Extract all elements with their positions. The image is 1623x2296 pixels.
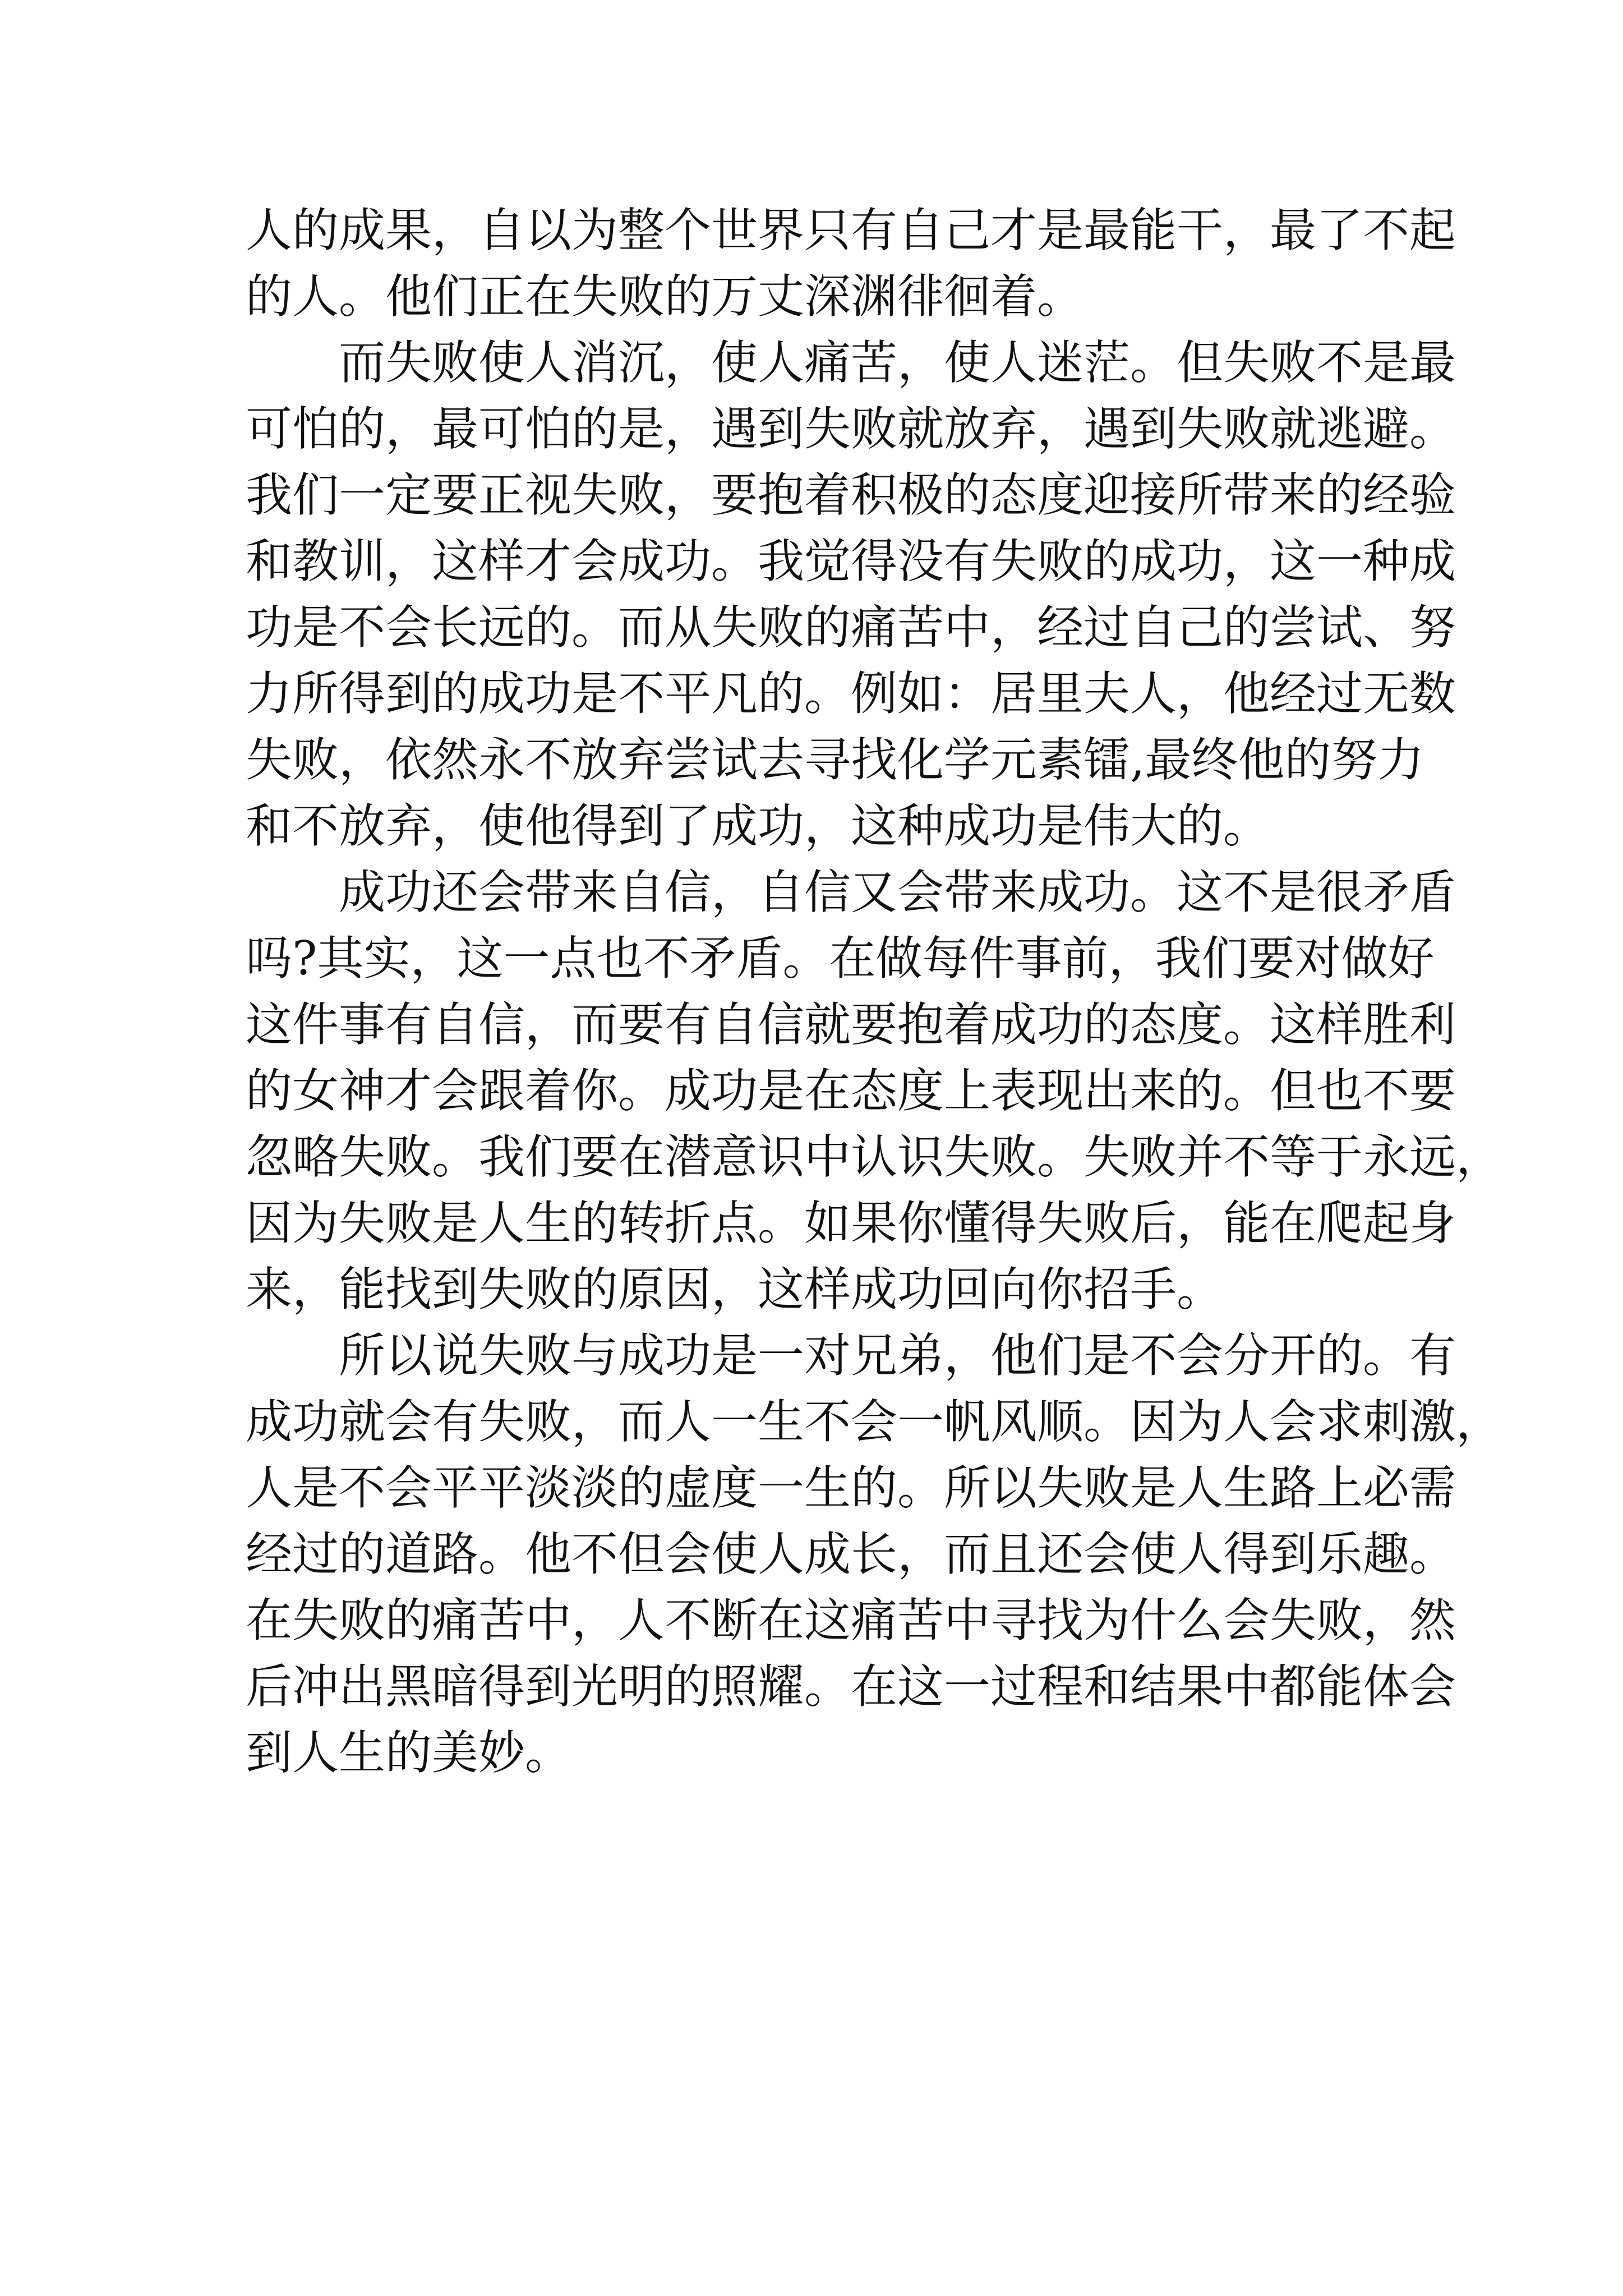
- text-line: 的人。他们正在失败的万丈深渊徘徊着。: [246, 269, 1083, 324]
- text-line: 成功还会带来自信，自信又会带来成功。这不是很矛盾: [339, 865, 1456, 919]
- text-line: 的女神才会跟着你。成功是在态度上表现出来的。但也不要: [246, 1064, 1456, 1118]
- text-line: 到人生的美妙。: [246, 1726, 571, 1780]
- text-line: 功是不会长远的。而从失败的痛苦中，经过自己的尝试、努: [246, 600, 1456, 655]
- text-line: 忽略失败。我们要在潜意识中认识失败。失败并不等于永远，: [246, 1130, 1502, 1184]
- text-line: 所以说失败与成功是一对兄弟，他们是不会分开的。有: [339, 1328, 1456, 1383]
- text-line: 成功就会有失败，而人一生不会一帆风顺。因为人会求刺激，: [246, 1395, 1502, 1449]
- text-line: 和不放弃，使他得到了成功，这种成功是伟大的。: [246, 799, 1270, 853]
- text-line: 人的成果，自以为整个世界只有自己才是最能干，最了不起: [246, 203, 1456, 257]
- text-line: 人是不会平平淡淡的虚度一生的。所以失败是人生路上必需: [246, 1461, 1456, 1515]
- text-line: 这件事有自信，而要有自信就要抱着成功的态度。这样胜利: [246, 997, 1456, 1052]
- text-line: 后冲出黑暗得到光明的照耀。在这一过程和结果中都能体会: [246, 1659, 1456, 1714]
- body-text: [246, 197, 1502, 1786]
- text-line: 在失败的痛苦中，人不断在这痛苦中寻找为什么会失败，然: [246, 1593, 1456, 1648]
- text-line: 来，能找到失败的原因，这样成功回向你招手。: [246, 1262, 1223, 1317]
- text-line: 而失败使人消沉，使人痛苦，使人迷茫。但失败不是最: [339, 335, 1456, 390]
- text-line: 经过的道路。他不但会使人成长，而且还会使人得到乐趣。: [246, 1527, 1456, 1581]
- text-line: 力所得到的成功是不平凡的。例如：居里夫人，他经过无数: [246, 666, 1456, 721]
- text-line: 我们一定要正视失败，要抱着积极的态度迎接所带来的经验: [246, 468, 1456, 522]
- text-line: 失败，依然永不放弃尝试去寻找化学元素镭,最终他的努力: [246, 733, 1424, 787]
- text-line: 吗?其实，这一点也不矛盾。在做每件事前，我们要对做好: [246, 931, 1435, 986]
- text-line: 因为失败是人生的转折点。如果你懂得失败后，能在爬起身: [246, 1196, 1456, 1250]
- text-line: 可怕的，最可怕的是，遇到失败就放弃，遇到失败就逃避。: [246, 402, 1456, 456]
- text-line: 和教训，这样才会成功。我觉得没有失败的成功，这一种成: [246, 534, 1456, 588]
